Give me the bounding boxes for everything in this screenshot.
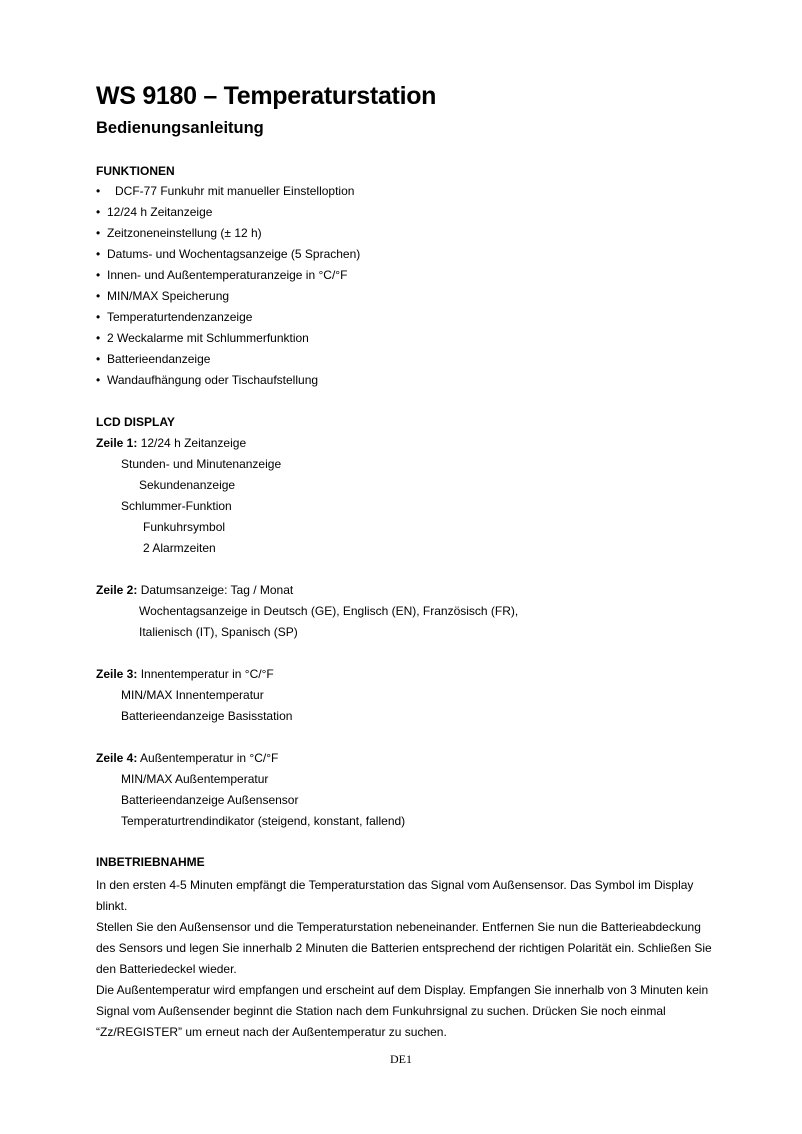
lcd-row-2: [96, 582, 293, 599]
document-title: WS 9180 – Temperaturstation: [96, 82, 437, 110]
lcd-row-3-sub: MIN/MAX Innentemperatur: [121, 688, 264, 702]
lcd-row-4-sub: Temperaturtrendindikator (steigend, konstant, fallend): [121, 814, 406, 828]
lcd-row-1-sub: Schlummer-Funktion: [121, 499, 232, 513]
lcd-row-3: [96, 666, 274, 683]
lcd-row-4: [96, 750, 278, 767]
functions-heading: FUNKTIONEN: [96, 164, 175, 178]
list-item: • MIN/MAX Speicherung: [96, 288, 360, 309]
row-label: Zeile 3:: [96, 667, 138, 681]
row-text: Innentemperatur in °C/°F: [140, 667, 274, 681]
page-number: DE1: [390, 1052, 412, 1066]
lcd-row-4-sub: Batterieendanzeige Außensensor: [121, 793, 299, 807]
startup-text: [96, 875, 721, 1043]
list-item: • Innen- und Außentemperaturanzeige in °C/°F: [96, 267, 360, 288]
lcd-row-2-sub: Wochentagsanzeige in Deutsch (GE), Englisch (EN), Französisch (FR),: [139, 604, 519, 618]
list-item: • DCF-77 Funkuhr mit manueller Einstelloption: [96, 183, 360, 204]
lcd-heading: LCD DISPLAY: [96, 415, 175, 429]
lcd-row-4-sub: MIN/MAX Außentemperatur: [121, 772, 269, 786]
startup-heading: INBETRIEBNAHME: [96, 855, 205, 869]
lcd-row-3-sub: Batterieendanzeige Basisstation: [121, 709, 293, 723]
lcd-row-2-sub: Italienisch (IT), Spanisch (SP): [139, 625, 298, 639]
paragraph: Stellen Sie den Außensensor und die Temperaturstation nebeneinander. Entfernen Sie nun die Batterieabdeckung des Sensors und legen Sie innerhalb 2 Minuten die Batterien entsprechend der richtigen Polarität ein. Schließen Sie den Batteriedeckel wieder.: [96, 920, 712, 976]
list-item: • Wandaufhängung oder Tischaufstellung: [96, 372, 360, 393]
lcd-row-1-sub: Stunden- und Minutenanzeige: [121, 457, 282, 471]
row-text: Außentemperatur in °C/°F: [140, 751, 279, 765]
list-item: • Temperaturtendenzanzeige: [96, 309, 360, 330]
list-item: • 2 Weckalarme mit Schlummerfunktion: [96, 330, 360, 351]
lcd-row-1-sub: 2 Alarmzeiten: [143, 541, 216, 555]
row-label: Zeile 1:: [96, 436, 138, 450]
row-text: Datumsanzeige: Tag / Monat: [140, 583, 294, 597]
lcd-row-1-sub: Funkuhrsymbol: [143, 520, 226, 534]
list-item: • Datums- und Wochentagsanzeige (5 Sprachen): [96, 246, 360, 267]
lcd-row-1: [96, 435, 246, 452]
list-item: • Batterieendanzeige: [96, 351, 360, 372]
list-item: • 12/24 h Zeitanzeige: [96, 204, 360, 225]
row-label: Zeile 4:: [96, 751, 138, 765]
document-subtitle: Bedienungsanleitung: [96, 119, 264, 137]
row-text: 12/24 h Zeitanzeige: [140, 436, 247, 450]
list-item: • Zeitzoneneinstellung (± 12 h): [96, 225, 360, 246]
lcd-row-1-sub: Sekundenanzeige: [139, 478, 236, 492]
paragraph: Die Außentemperatur wird empfangen und erscheint auf dem Display. Empfangen Sie innerhalb von 3 Minuten kein Signal vom Außensender beginnt die Station nach dem Funkuhrsignal zu suchen. Drücken Sie noch einmal “Zz/REGISTER” um erneut nach der Außentemperatur zu suchen.: [96, 983, 709, 1039]
row-label: Zeile 2:: [96, 583, 138, 597]
paragraph: In den ersten 4-5 Minuten empfängt die Temperaturstation das Signal vom Außensensor. Das Symbol im Display blinkt.: [96, 878, 694, 913]
functions-list: [96, 183, 360, 393]
